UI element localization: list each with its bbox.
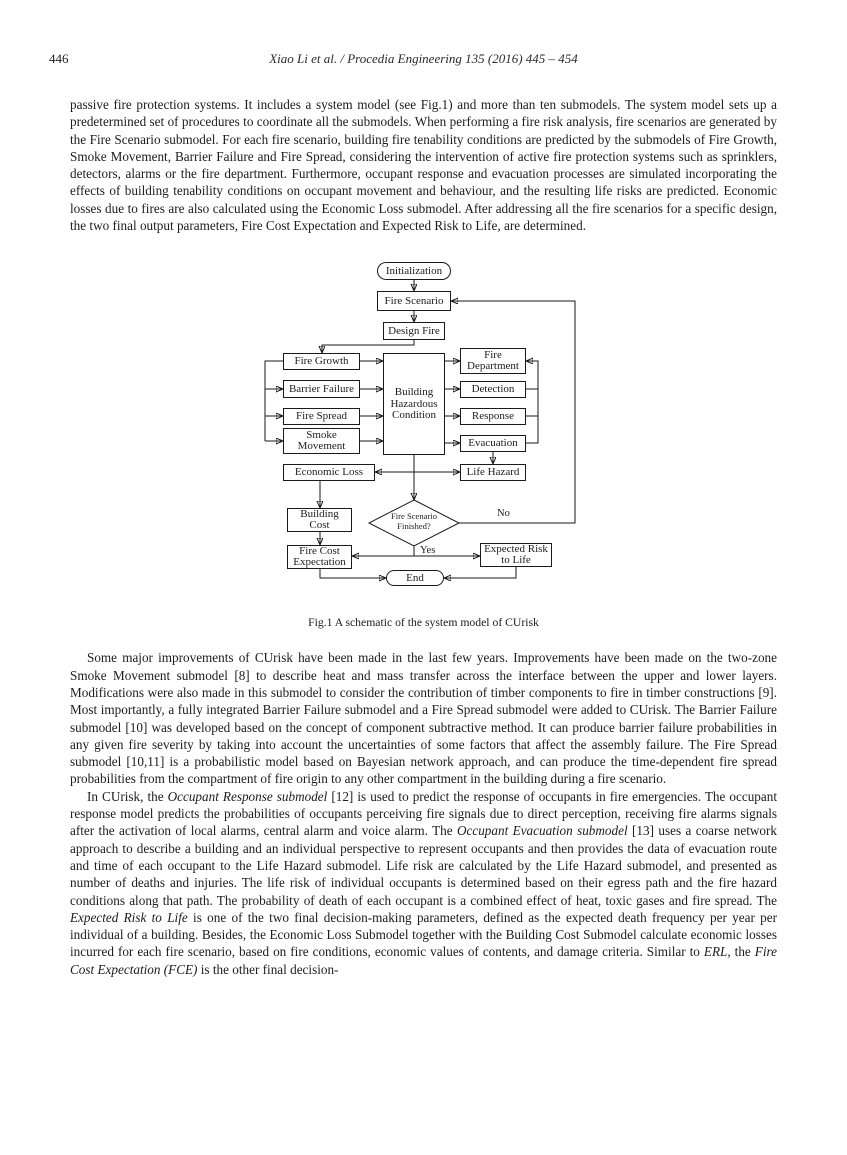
flow-node-fire-cost-expectation: Fire Cost Expectation: [287, 545, 352, 569]
flow-node-building-cost: Building Cost: [287, 508, 352, 532]
flow-node-fire-department: Fire Department: [460, 348, 526, 374]
figure-1-flowchart: [70, 260, 777, 592]
page-content: [70, 96, 777, 978]
flow-node-fire-scenario: Fire Scenario: [377, 291, 451, 311]
flow-node-design-fire: Design Fire: [383, 322, 445, 340]
flow-node-fire-spread: Fire Spread: [283, 408, 360, 425]
decision-branch-yes-label: Yes: [420, 545, 436, 557]
flow-node-smoke-movement: Smoke Movement: [283, 428, 360, 454]
flow-node-building-hazardous-condition: Building Hazardous Condition: [383, 353, 445, 455]
flow-node-decision: Fire Scenario Finished?: [390, 511, 438, 532]
flow-node-evacuation: Evacuation: [460, 435, 526, 452]
flow-node-economic-loss: Economic Loss: [283, 464, 375, 481]
flow-node-initialization: Initialization: [377, 262, 451, 280]
body-paragraph-1: passive fire protection systems. It includes a system model (see Fig.1) and more than ten submodels. The system model sets up a predetermined set of procedures to coordinate all the submodels. When performing a fire risk analysis, fire scenarios are generated by the Fire Scenario submodel. For each fire scenario, building fire tenability conditions are predicted by the submodels of Fire Growth, Smoke Movement, Barrier Failure and Fire Spread, considering the intervention of active fire protection systems such as sprinklers, detectors, alarms or the fire department. Furthermore, occupant response and evacuation processes are simulated incorporating the effects of building tenability conditions on occupant movement and behaviour, and the resulting life risks are predicted. Economic losses due to fires are also calculated using the Economic Loss submodel. After addressing all the fire scenarios for a specific design, the two final output parameters, Fire Cost Expectation and Expected Risk to Life, are determined.: [70, 97, 777, 234]
body-paragraph-3: In CUrisk, the Occupant Response submodel [12] is used to predict the response of occupants in fire emergencies. The occupant response model predicts the probabilities of occupants perceiving fire signals due to direct perception, receiving fire alarms signals after the activation of local alarms, central alarm and voice alarm. The Occupant Evacuation submodel [13] uses a coarse network approach to describe a building and an individual perspective to represent occupants and then provides the data of evacuation route and time of each occupant to the Life Hazard submodel. Life risk are calculated by the Life Hazard submodel, and presented as number of deaths and injuries. The life risk of individual occupants is determined based on their egress path and the fire hazard conditions along that path. The probability of death of each occupant is a combined effect of heat, toxic gases and fire spread. The Expected Risk to Life is one of the two final decision-making parameters, defined as the expected death frequency per year per individual of a building. Besides, the Economic Loss Submodel together with the Building Cost Submodel calculate economic losses incurred for each fire scenario, based on fire conditions, economic values of contents, and damage criteria. Similar to ERL, the Fire Cost Expectation (FCE) is the other final decision-: [70, 788, 777, 977]
flow-node-response: Response: [460, 408, 526, 425]
flow-node-expected-risk-to-life: Expected Risk to Life: [480, 543, 552, 567]
flow-node-end: End: [386, 570, 444, 586]
page-number: 446: [49, 51, 69, 66]
figure-1-caption: Fig.1 A schematic of the system model of CUrisk: [308, 616, 539, 630]
body-paragraph-2: Some major improvements of CUrisk have been made in the last few years. Improvements have been made on the two-zone Smoke Movement submodel [8] to describe heat and mass transfer across the interface between the upper and lower layers. Modifications were also made in this submodel to consider the contribution of timber components to fire in timber constructions [9]. Most importantly, a fully integrated Barrier Failure submodel and a Fire Spread submodel were added to CUrisk. The Barrier Failure submodel [10] was developed based on the concept of component subtractive method. It can produce barrier failure probabilities in any given fire severity by taking into account the uncertainties of some factors that affect the assembly failure. The Fire Spread submodel [10,11] is a probabilistic model based on Bayesian network approach, and can produce the time-dependent fire spread probabilities from the compartment of fire origin to any other compartment in the building during a fire scenario.: [70, 650, 777, 787]
flow-node-barrier-failure: Barrier Failure: [283, 380, 360, 398]
flow-node-detection: Detection: [460, 381, 526, 398]
decision-branch-no-label: No: [497, 508, 510, 520]
running-header: Xiao Li et al. / Procedia Engineering 135 (2016) 445 – 454: [269, 51, 578, 66]
flow-node-fire-growth: Fire Growth: [283, 353, 360, 370]
flow-node-life-hazard: Life Hazard: [460, 464, 526, 481]
